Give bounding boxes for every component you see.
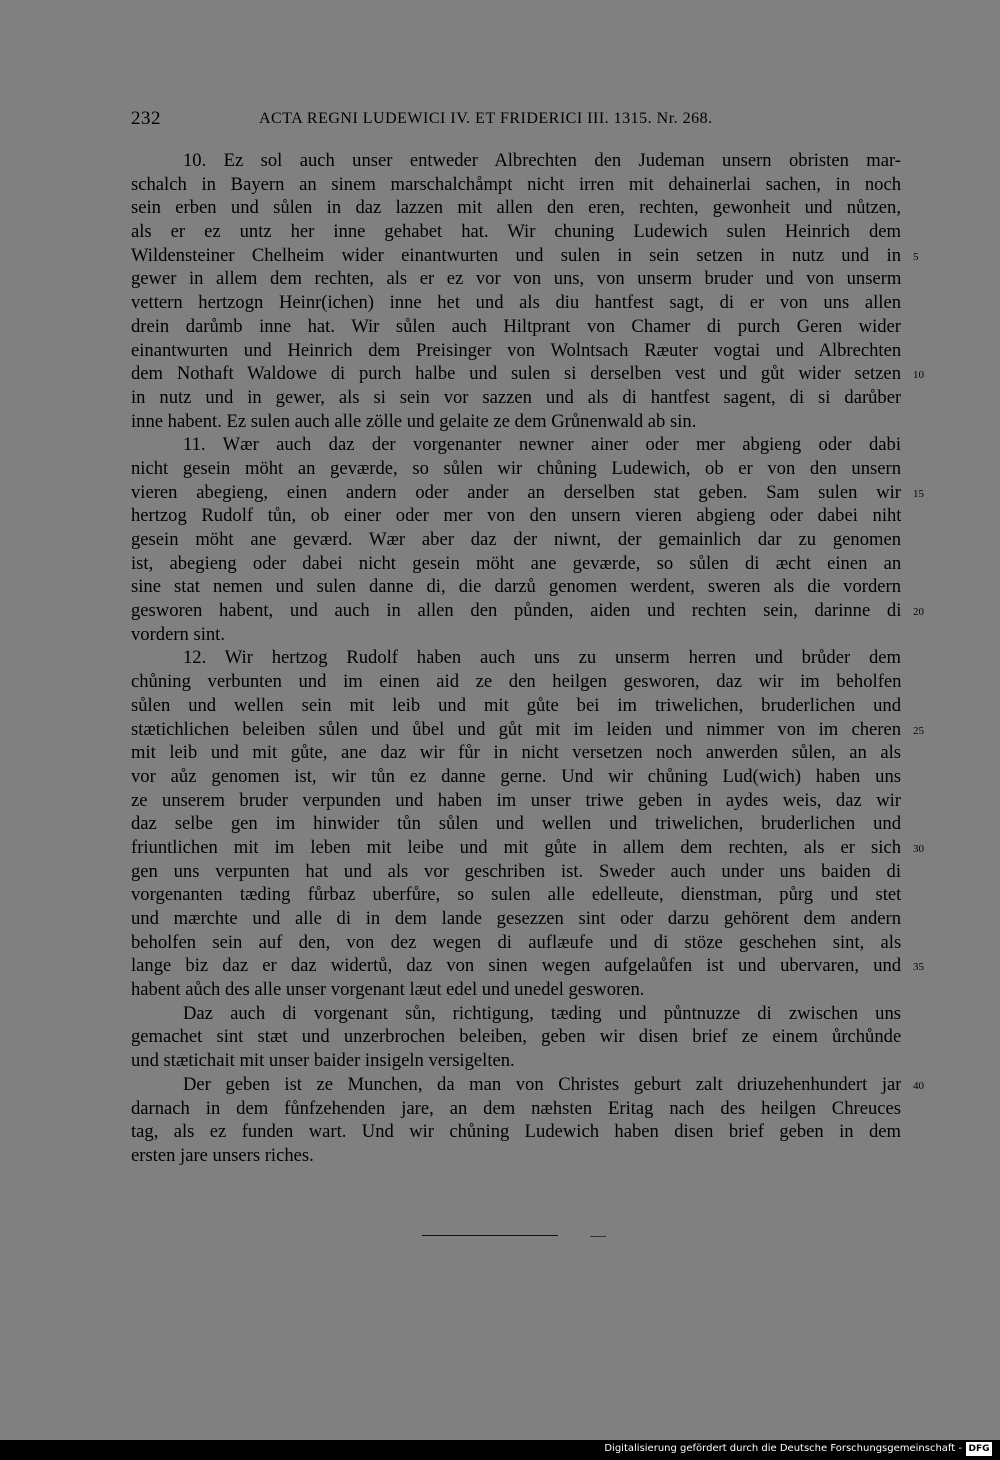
text-line-content: Daz auch di vorgenant sůn, richtigung, tæding und půntnuzze di zwischen uns: [183, 1002, 901, 1024]
text-line: [131, 623, 901, 647]
text-line-content: Der geben ist ze Munchen, da man von Christes geburt zalt driuzehenhundert jar: [183, 1073, 901, 1095]
text-line: [131, 315, 901, 339]
text-line-content: sein erben und sůlen in daz lazzen mit allen den eren, rechten, gewonheit und nůtzen,: [131, 197, 901, 219]
line-number: 20: [913, 606, 924, 619]
text-line-content: Wildensteiner Chelheim wider einantwurten und sulen in sein setzen in nutz und in: [131, 244, 901, 266]
text-line-content: einantwurten und Heinrich dem Preisinger von Wolntsach Ræuter vogtai und Albrechten: [131, 339, 901, 361]
text-line: [131, 267, 901, 291]
text-line: [131, 931, 901, 955]
text-line: [131, 481, 924, 505]
text-line: [131, 646, 901, 670]
text-line-content: 10. Ez sol auch unser entweder Albrechten den Judeman unsern obristen mar-: [183, 150, 901, 171]
text-line-content: und mærchte und alle di in dem lande gesezzen sint oder darzu gehörent dem andern: [131, 908, 901, 929]
text-line: [131, 741, 901, 765]
text-line-content: vieren abegieng, einen andern oder ander an derselben stat geben. Sam sulen wir: [131, 481, 901, 503]
text-line-content: gemachet sint stæt und unzerbrochen beleiben, geben wir disen brief ze einem ůrchůnde: [131, 1026, 901, 1048]
text-line-content: tag, als ez funden wart. Und wir chůning Ludewich haben disen brief geben in dem: [131, 1121, 901, 1143]
text-line-content: schalch in Bayern an sinem marschalchåmpt nicht irren mit dehainerlai sachen, in noch: [131, 173, 901, 195]
end-rule-short: [590, 1236, 606, 1237]
text-line-content: ist, abegieng oder dabei nicht gesein möht ane geværde, so sůlen di æcht einen an: [131, 552, 901, 574]
text-line-content: lange biz daz er daz widertů, daz von sinen wegen aufgelaůfen ist und ubervaren, und: [131, 955, 901, 977]
text-line-content: vorgenanten tæding fůrbaz uberfůre, so sulen alle edelleute, dienstman, půrg und stet: [131, 884, 901, 906]
text-line-content: beholfen sein auf den, von dez wegen di auflæufe und di stöze geschehen sint, als: [131, 931, 901, 953]
text-line-content: stætichlichen beleiben sůlen und ůbel und gůt mit im leiden und nimmer von im cheren: [131, 718, 901, 740]
text-line-content: daz selbe gen im hinwider tůn sůlen und wellen und triwelichen, bruderlichen und: [131, 813, 901, 835]
text-line-content: chůning verbunten und im einen aid ze den heilgen gesworen, daz wir im beholfen: [131, 671, 901, 693]
dfg-logo: DFG: [966, 1442, 992, 1456]
text-line-content: friuntlichen mit im leben mit leibe und mit gůte in allem dem rechten, als er sich: [131, 836, 901, 858]
text-line-content: gesworen habent, und auch in allen den půnden, aiden und rechten sein, darinne di: [131, 600, 901, 622]
text-line: [131, 883, 901, 907]
line-number: 35: [913, 961, 924, 974]
text-line-content: vor aůz genomen ist, wir tůn ez danne gerne. Und wir chůning Lud(wich) haben uns: [131, 765, 901, 787]
text-line-content: hertzog Rudolf tůn, ob einer oder mer von den unsern vieren abgieng oder dabei niht: [131, 505, 901, 527]
text-line: [131, 173, 901, 197]
text-line: [131, 1002, 901, 1026]
line-number: 5: [913, 250, 919, 263]
text-line: [131, 433, 901, 457]
text-line: [131, 1144, 901, 1168]
text-line-content: inne habent. Ez sulen auch alle zölle und gelaite ze dem Grůnenwald ab sin.: [131, 410, 697, 432]
text-line: [131, 196, 901, 220]
text-line-content: ze unserem bruder verpunden und haben im unser triwe geben in aydes weis, daz wir: [131, 789, 901, 811]
text-line-content: gewer in allem dem rechten, als er ez vor von uns, von unserm bruder und von unserm: [131, 268, 901, 290]
line-number: 15: [913, 487, 924, 500]
text-line: [131, 860, 901, 884]
text-line-content: mit leib und mit gůte, ane daz wir fůr in nicht versetzen noch anwerden sůlen, an als: [131, 742, 901, 764]
text-line: [131, 1120, 901, 1144]
text-line: [131, 552, 901, 576]
text-line: [131, 575, 901, 599]
text-line-content: vettern hertzogn Heinr(ichen) inne het und als diu hantfest sagt, di er von uns allen: [131, 292, 901, 314]
running-title: ACTA REGNI LUDEWICI IV. ET FRIDERICI III. 1315. Nr. 268.: [259, 110, 713, 127]
text-line: [131, 1049, 901, 1073]
text-line: [131, 410, 901, 434]
text-line-content: ersten jare unsers riches.: [131, 1144, 314, 1166]
text-line: [131, 812, 901, 836]
text-line-content: sine stat nemen und sulen danne di, die darzů genomen werdent, sweren als die vordern: [131, 576, 901, 598]
page-number: 232: [131, 108, 161, 129]
text-line-content: 12. Wir hertzog Rudolf haben auch uns zu unserm herren und brůder dem: [183, 647, 901, 669]
text-line-content: vordern sint.: [131, 623, 225, 645]
text-line-content: sůlen und wellen sein mit leib und mit gůte bei im triwelichen, bruderlichen und: [131, 694, 901, 716]
text-line: [131, 954, 924, 978]
end-rule: [422, 1235, 558, 1236]
line-number: 40: [913, 1079, 924, 1092]
text-line: [131, 789, 901, 813]
text-line: [131, 291, 901, 315]
text-line: [131, 244, 919, 268]
text-line: [131, 504, 901, 528]
text-line-content: darnach in dem fůnfzehenden jare, an dem næhsten Eritag nach des heilgen Chreuces: [131, 1097, 901, 1119]
text-line-content: als er ez untz her inne gehabet hat. Wir chuning Ludewich sulen Heinrich dem: [131, 221, 901, 243]
text-line: [131, 836, 924, 860]
text-line-content: und stætichait mit unser baider insigeln versigelten.: [131, 1050, 515, 1072]
text-line-content: habent aůch des alle unser vorgenant læut edel und unedel gesworen.: [131, 979, 645, 1001]
text-line-content: gesein möht ane geværd. Wær aber daz der niwnt, der gemainlich dar zu genomen: [131, 529, 901, 550]
text-line-content: 11. Wær auch daz der vorgenanter newner ainer oder mer abgieng oder dabi: [183, 434, 901, 456]
text-line: [131, 978, 901, 1002]
footer-credit: Digitalisierung gefördert durch die Deutsche Forschungsgemeinschaft -: [604, 1443, 962, 1454]
footer-bar: [0, 1440, 1000, 1460]
text-line: [131, 528, 901, 552]
text-line-content: nicht gesein möht an geværde, so sůlen wir chůning Ludewich, ob er von den unsern: [131, 457, 901, 479]
text-line: [131, 718, 924, 742]
text-line: [131, 339, 901, 363]
text-line: [131, 1073, 924, 1097]
text-line-content: in nutz und in gewer, als si sein vor sazzen und als di hantfest sagent, di si darůber: [131, 386, 901, 408]
page-header: [131, 108, 901, 138]
text-line-content: dem Nothaft Waldowe di purch halbe und sulen si derselben vest und gůt wider setzen: [131, 363, 901, 385]
text-line: [131, 149, 901, 173]
text-line: [131, 386, 901, 410]
line-number: 25: [913, 724, 924, 737]
text-line: [131, 1025, 901, 1049]
text-line: [131, 220, 901, 244]
text-line-content: gen uns verpunten hat und als vor geschriben ist. Sweder auch under uns baiden di: [131, 860, 901, 882]
text-line: [131, 694, 901, 718]
line-number: 30: [913, 842, 924, 855]
text-line-content: drein darůmb inne hat. Wir sůlen auch Hiltprant von Chamer di purch Geren wider: [131, 315, 901, 337]
body-text: [131, 149, 924, 1168]
text-line: [131, 599, 924, 623]
text-line: [131, 765, 901, 789]
text-line: [131, 670, 901, 694]
text-line: [131, 457, 901, 481]
text-line: [131, 1097, 901, 1121]
text-line: [131, 362, 924, 386]
line-number: 10: [913, 369, 924, 382]
text-line: [131, 907, 901, 931]
